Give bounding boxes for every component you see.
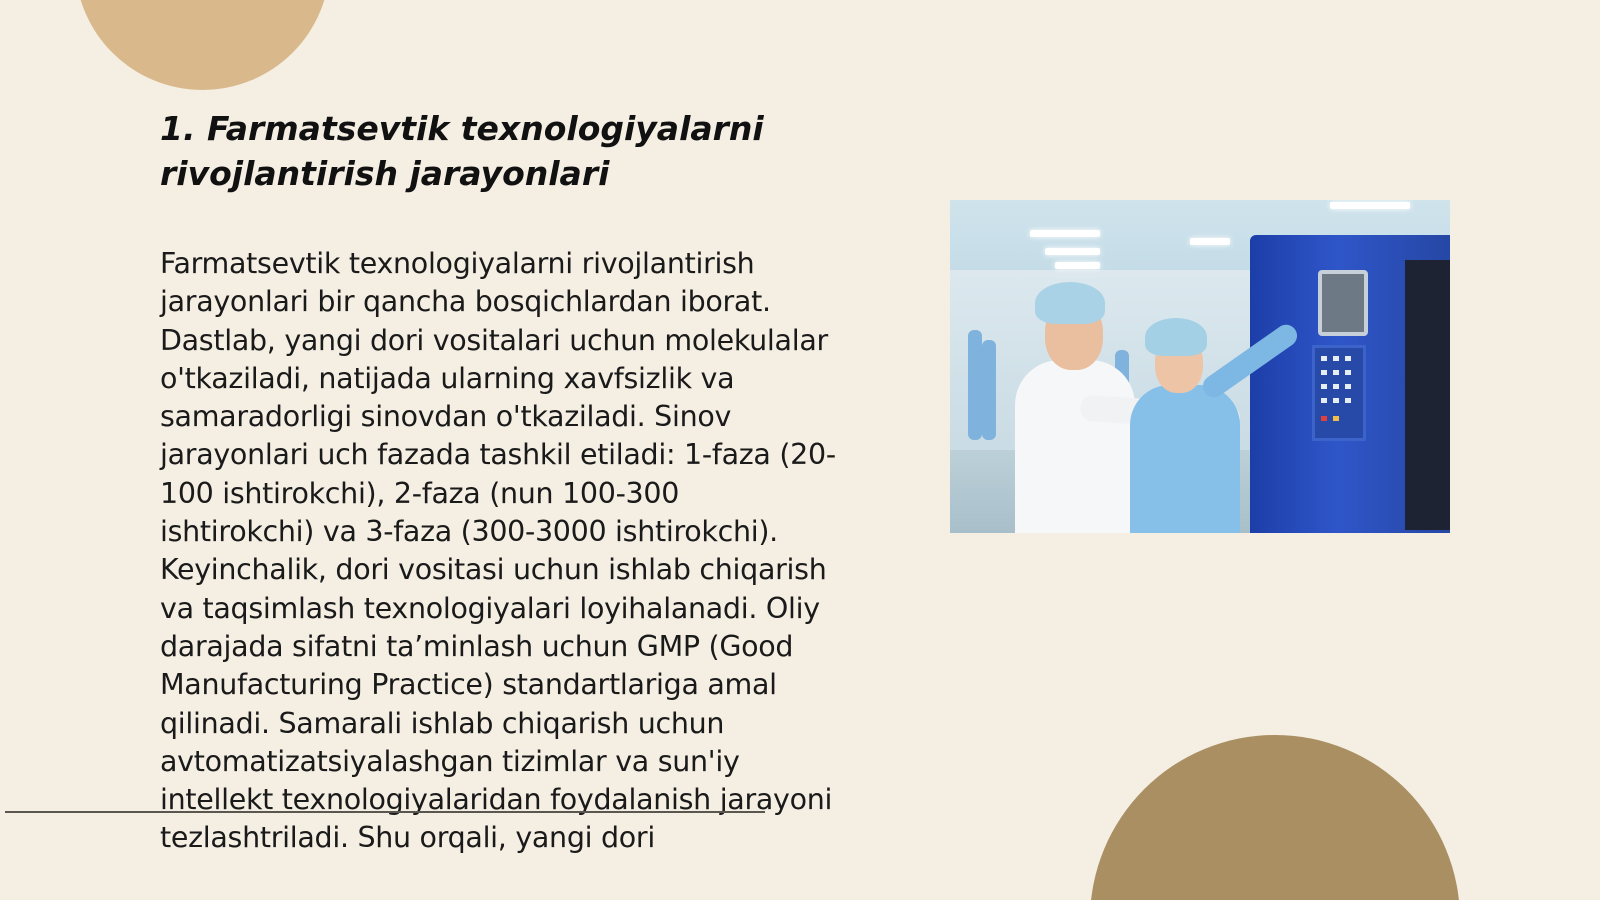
machine-screen bbox=[1318, 270, 1368, 336]
decorative-circle-bottom bbox=[1090, 735, 1460, 900]
ceiling-light bbox=[1030, 230, 1100, 237]
decorative-circle-top bbox=[75, 0, 330, 90]
ceiling-light bbox=[1330, 202, 1410, 209]
ceiling-light bbox=[1045, 248, 1100, 255]
person-blue-coat-cap bbox=[1145, 318, 1207, 356]
person-blue-coat bbox=[1130, 385, 1240, 533]
person-white-coat bbox=[1015, 360, 1135, 533]
slide-body-text: Farmatsevtik texnologiyalarni rivojlantirish jarayonlari bir qancha bosqichlardan iborat. Dastlab, yangi dori vositalari uchun molekulalar o'tkaziladi, natijada ularning xavfsizlik va samaradorligi sinovdan o'tkaziladi. Sinov jarayonlari uch fazada tashkil etiladi: 1-faza (20-100 ishtirokchi), 2-faza (nun 100-300 ishtirokchi) va 3-faza (300-3000 ishtirokchi). Keyinchalik, dori vositasi uchun ishlab chiqarish va taqsimlash texnologiyalari loyihalanadi. Oliy darajada sifatni ta’minlash uchun GMP (Good Manufacturing Practice) standartlariga amal qilinadi. Samarali ishlab chiqarish uchun avtomatizatsiyalashgan tizimlar va sun'iy intellekt texnologiyalaridan foydalanish jarayoni tezlashtriladi. Shu orqali, yangi dori bbox=[160, 247, 836, 855]
machine-side bbox=[1405, 260, 1450, 530]
divider-line bbox=[5, 811, 765, 813]
ceiling-light bbox=[1190, 238, 1230, 245]
slide-title: 1. Farmatsevtik texnologiyalarni rivojlantirish jarayonlari bbox=[160, 109, 764, 193]
lab-photo bbox=[950, 200, 1450, 533]
person-white-coat-cap bbox=[1035, 282, 1105, 324]
ceiling-light bbox=[1055, 262, 1100, 269]
control-panel bbox=[1312, 345, 1366, 441]
background-worker bbox=[982, 340, 996, 440]
background-worker bbox=[968, 330, 982, 440]
